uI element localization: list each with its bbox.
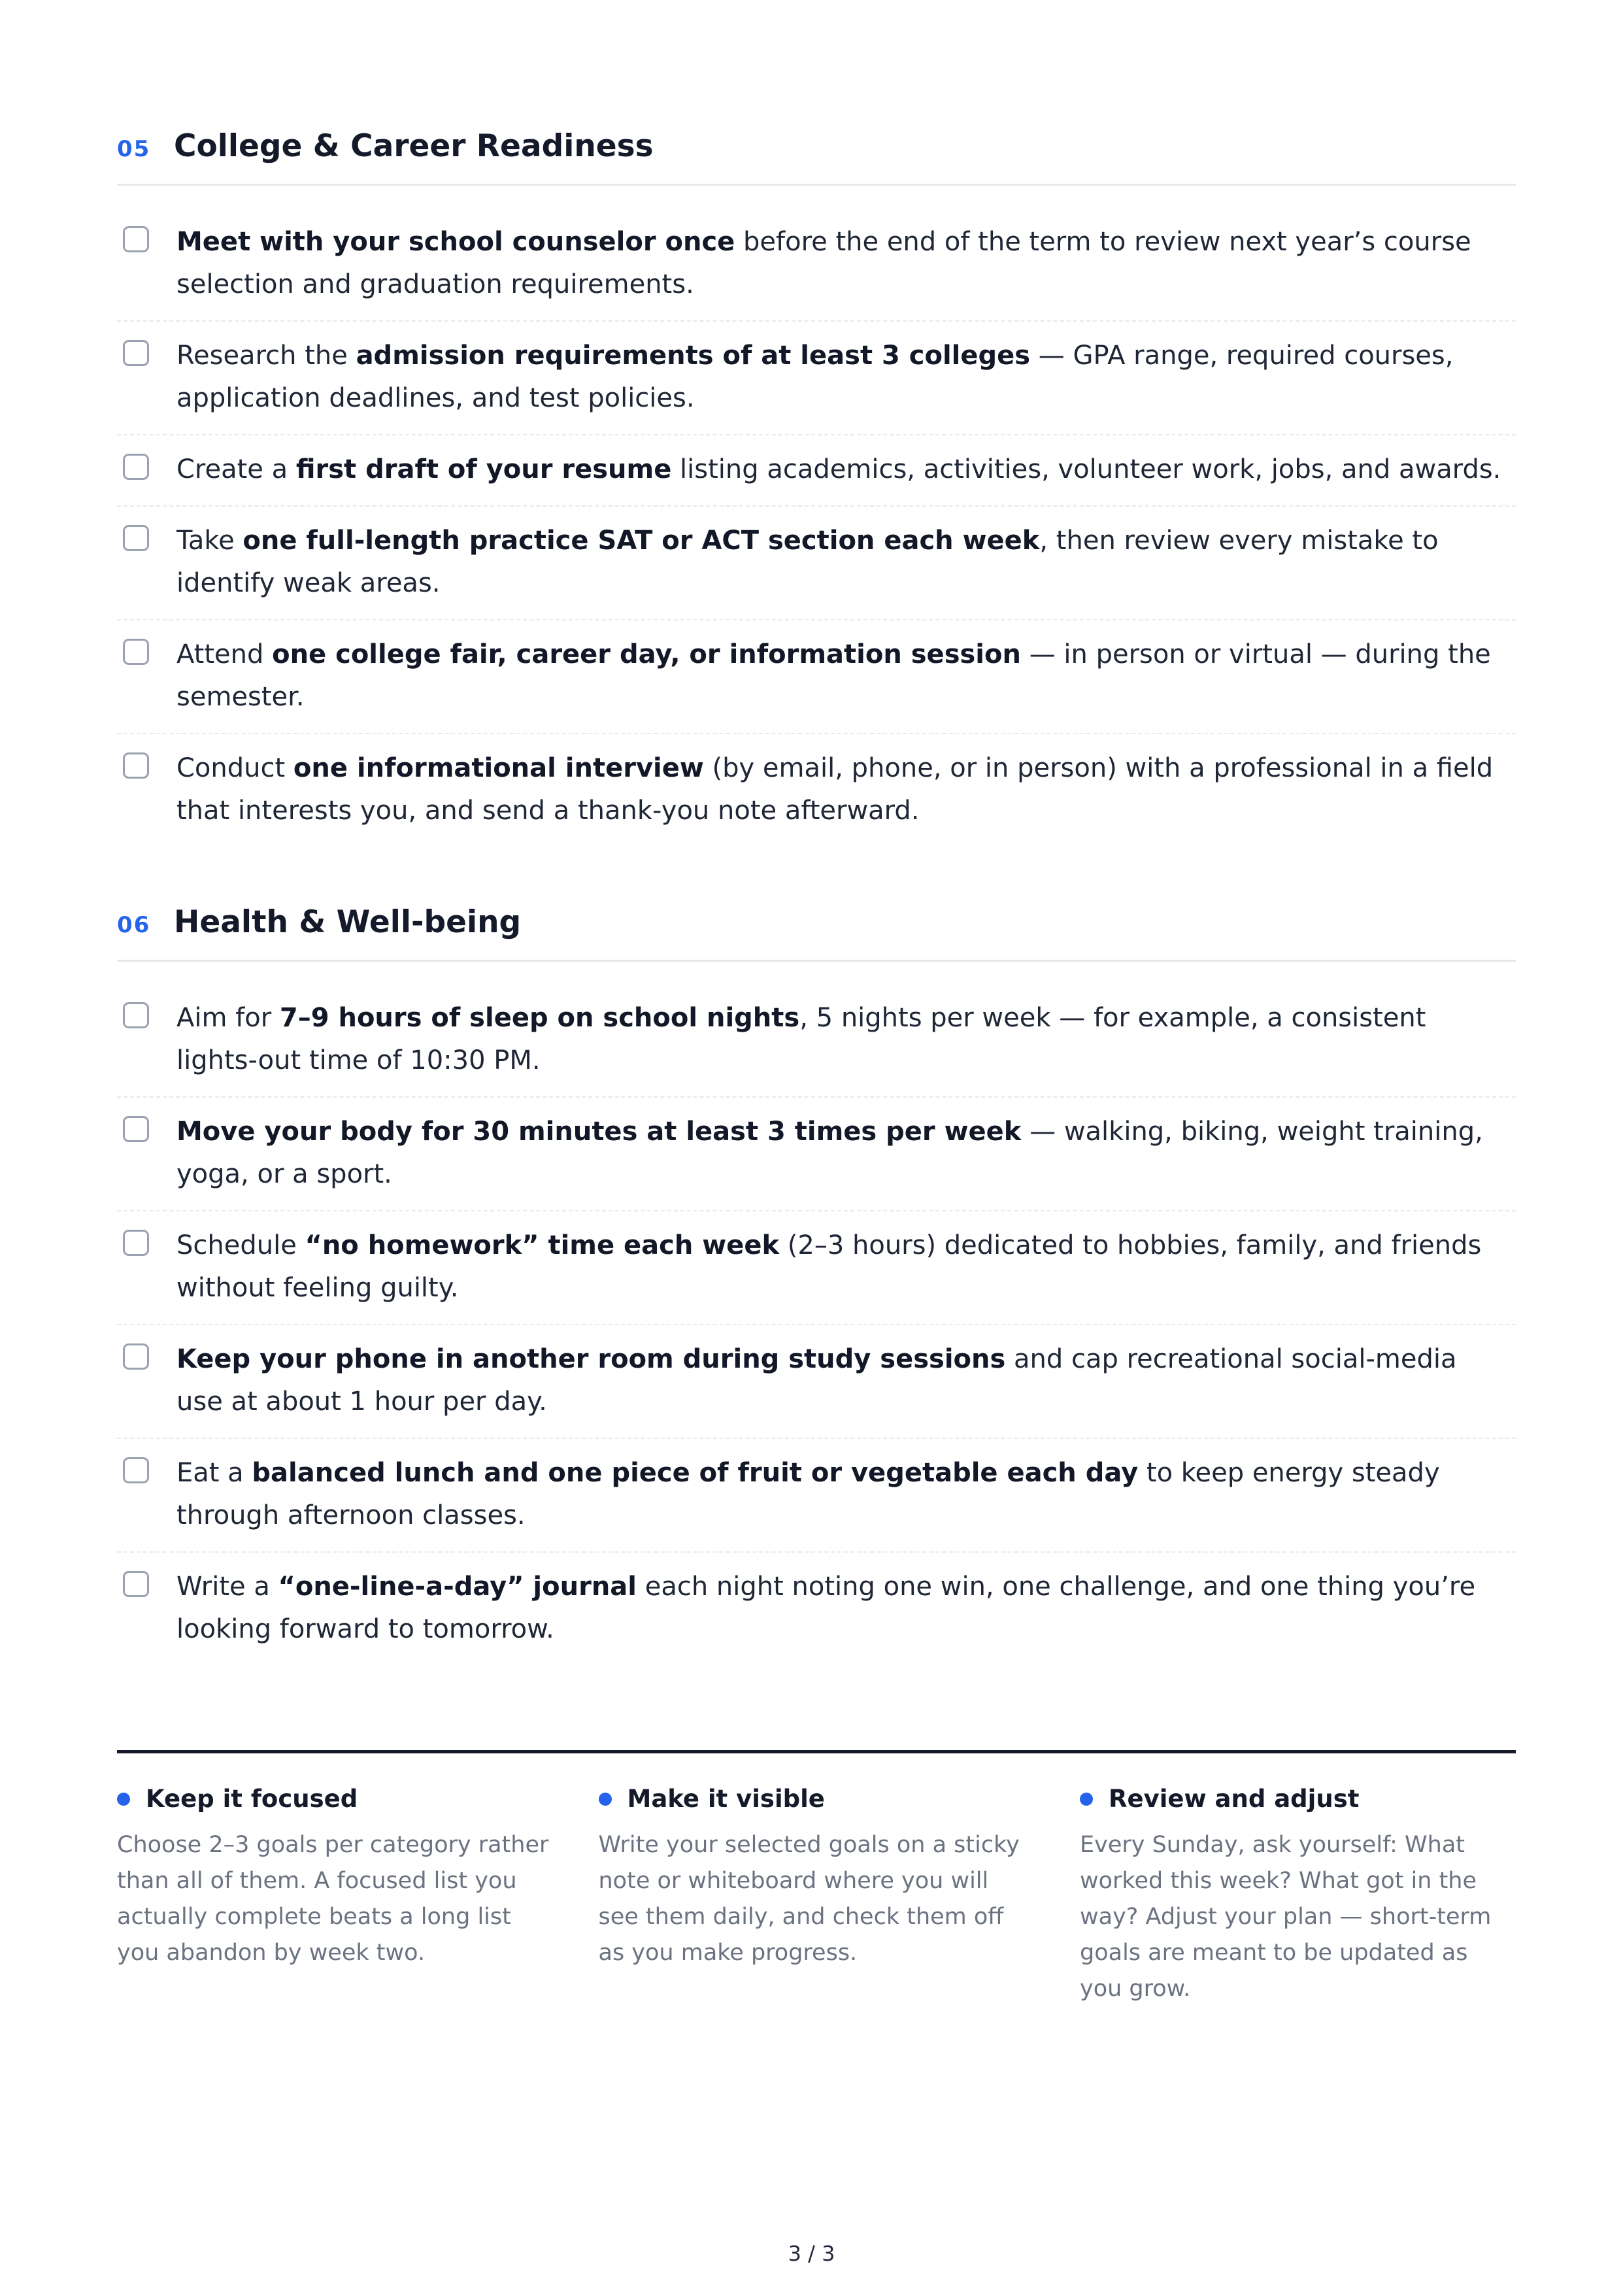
goal-checkbox[interactable]: [123, 639, 149, 665]
goal-highlight: balanced lunch and one piece of fruit or vegetable each day: [252, 1458, 1139, 1488]
goal-checkbox[interactable]: [123, 1116, 149, 1142]
bullet-dot-icon: [1080, 1793, 1093, 1806]
goal-text: Attend one college fair, career day, or information session — in person or virtual — during the semester.: [176, 639, 1491, 712]
goal-text: Aim for 7–9 hours of sleep on school nights, 5 nights per week — for example, a consistent lights-out time of 10:30 PM.: [176, 1003, 1426, 1075]
goal-text: Create a first draft of your resume listing academics, activities, volunteer work, jobs, and awards.: [176, 454, 1501, 484]
page-content: [117, 128, 1516, 2007]
tip-header: [117, 1785, 553, 1813]
tip-header: [599, 1785, 1035, 1813]
section-number: 06: [117, 912, 151, 938]
section-title: College & Career Readiness: [174, 128, 654, 164]
goal-item: [117, 507, 1516, 620]
goal-highlight: first draft of your resume: [295, 454, 672, 484]
goal-checkbox[interactable]: [123, 752, 149, 779]
goal-item: [117, 1098, 1516, 1211]
goal-highlight: Keep your phone in another room during study sessions: [176, 1344, 1006, 1374]
tips-divider: [117, 1750, 1516, 1753]
tip-title: Make it visible: [627, 1785, 825, 1813]
goal-list: [117, 208, 1516, 847]
section-header: [117, 904, 1516, 962]
page-number: 3 / 3: [788, 2241, 835, 2266]
goal-highlight: admission requirements of at least 3 colleges: [356, 341, 1031, 371]
goal-list: [117, 984, 1516, 1665]
goal-item: [117, 1211, 1516, 1325]
tip-review-adjust: [1080, 1785, 1516, 2007]
goal-text: Meet with your school counselor once before the end of the term to review next year’s course selection and graduation requirements.: [176, 227, 1471, 299]
goal-checkbox[interactable]: [123, 1230, 149, 1256]
goal-highlight: one informational interview: [293, 753, 704, 783]
tip-title: Keep it focused: [146, 1785, 358, 1813]
goal-text: Schedule “no homework” time each week (2–3 hours) dedicated to hobbies, family, and friends without feeling guilty.: [176, 1230, 1482, 1303]
tip-body: Every Sunday, ask yourself: What worked this week? What got in the way? Adjust your plan — short-term goals are meant to be updated as you grow.: [1080, 1832, 1492, 2002]
goal-highlight: Meet with your school counselor once: [176, 227, 735, 257]
goal-highlight: 7–9 hours of sleep on school nights: [279, 1003, 800, 1033]
tip-body: Choose 2–3 goals per category rather than all of them. A focused list you actually complete beats a long list you abandon by week two.: [117, 1832, 549, 1966]
goal-item: [117, 208, 1516, 322]
goal-item: [117, 1439, 1516, 1553]
goal-checkbox[interactable]: [123, 226, 149, 252]
bullet-dot-icon: [599, 1793, 612, 1806]
goal-item: [117, 1325, 1516, 1439]
tip-body: Write your selected goals on a sticky note or whiteboard where you will see them daily, and check them off as you make progress.: [598, 1832, 1020, 1966]
goal-highlight: one full-length practice SAT or ACT section each week: [243, 526, 1040, 556]
goal-item: [117, 435, 1516, 507]
goal-checkbox[interactable]: [123, 1002, 149, 1028]
goal-item: [117, 734, 1516, 847]
section-health-wellbeing: [117, 904, 1516, 1665]
tip-title: Review and adjust: [1109, 1785, 1360, 1813]
section-number: 05: [117, 136, 151, 162]
goal-item: [117, 620, 1516, 734]
goal-text: Eat a balanced lunch and one piece of fruit or vegetable each day to keep energy steady through afternoon classes.: [176, 1458, 1440, 1530]
goal-item: [117, 1553, 1516, 1665]
goal-item: [117, 984, 1516, 1098]
goal-text: Take one full-length practice SAT or ACT section each week, then review every mistake to identify weak areas.: [176, 526, 1439, 598]
goal-highlight: “no homework” time each week: [305, 1230, 780, 1260]
goal-text: Write a “one-line-a-day” journal each night noting one win, one challenge, and one thing you’re looking forward to tomorrow.: [176, 1572, 1476, 1644]
tips-row: [117, 1785, 1516, 2007]
goal-checkbox[interactable]: [123, 454, 149, 480]
goal-checkbox[interactable]: [123, 1571, 149, 1597]
tip-header: [1080, 1785, 1516, 1813]
goal-checkbox[interactable]: [123, 340, 149, 366]
goal-text: Conduct one informational interview (by email, phone, or in person) with a professional in a field that interests you, and send a thank-you note afterward.: [176, 753, 1494, 826]
goal-highlight: one college fair, career day, or information session: [272, 639, 1021, 669]
goal-text: Move your body for 30 minutes at least 3 times per week — walking, biking, weight training, yoga, or a sport.: [176, 1117, 1483, 1189]
section-college-career: [117, 128, 1516, 847]
goal-checkbox[interactable]: [123, 1343, 149, 1370]
goal-checkbox[interactable]: [123, 1457, 149, 1483]
section-header: [117, 128, 1516, 186]
goal-highlight: Move your body for 30 minutes at least 3 times per week: [176, 1117, 1022, 1147]
goal-text: Keep your phone in another room during study sessions and cap recreational social-media use at about 1 hour per day.: [176, 1344, 1457, 1417]
goal-checkbox[interactable]: [123, 525, 149, 551]
tip-make-visible: [599, 1785, 1035, 2007]
bullet-dot-icon: [117, 1793, 130, 1806]
goal-text: Research the admission requirements of at least 3 colleges — GPA range, required courses, application deadlines, and test policies.: [176, 341, 1454, 413]
section-title: Health & Well-being: [174, 904, 522, 940]
tip-keep-focused: [117, 1785, 553, 2007]
goal-item: [117, 322, 1516, 435]
goal-highlight: “one-line-a-day” journal: [278, 1572, 637, 1602]
